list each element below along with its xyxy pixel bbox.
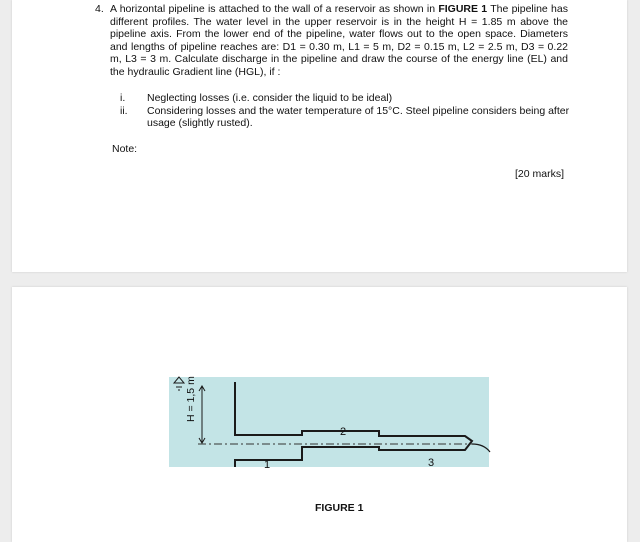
- figure-caption: FIGURE 1: [315, 502, 364, 514]
- part-item: [120, 92, 570, 105]
- part-text: Considering losses and the water temperature of 15°C. Steel pipeline considers being after usage (slightly rusted).: [147, 104, 570, 130]
- marks-label: [20 marks]: [515, 168, 565, 180]
- question-parts: [120, 92, 570, 130]
- figure-reference: FIGURE 1: [438, 3, 488, 15]
- part-number: i.: [120, 92, 126, 104]
- part-item: [120, 105, 570, 130]
- question-text-after: The pipeline has different profiles. The water level in the upper reservoir is in the height H = 1.85 m above the pipeline axis. From the lower end of the pipeline, water flows out to the open space. Diameters and lengths of pipeline reaches are: D1 = 0.30 m, L1 = 5 m, D2 = 0.15 m, L2 = 2.5 m, D3 = 0.22 m, L3 = 3 m. Calculate discharge in the pipeline and draw the course of the energy line (EL) and the hydraulic Gradient line (HGL), if :: [110, 3, 568, 78]
- part-number: ii.: [120, 104, 128, 117]
- question-card: [12, 0, 627, 272]
- reservoir-water: [169, 377, 489, 467]
- question-number: 4.: [95, 3, 104, 15]
- question-text-before: A horizontal pipeline is attached to the wall of a reservoir as shown in: [110, 3, 439, 15]
- part-text: Neglecting losses (i.e. consider the liquid to be ideal): [147, 92, 393, 104]
- question-text: [110, 3, 568, 79]
- section-label-1: 1: [264, 459, 271, 471]
- figure-card: [12, 287, 627, 542]
- section-label-2: 2: [340, 426, 347, 438]
- note-label: Note:: [112, 143, 138, 155]
- height-label: H = 1,5 m: [185, 376, 197, 422]
- section-label-3: 3: [428, 457, 435, 469]
